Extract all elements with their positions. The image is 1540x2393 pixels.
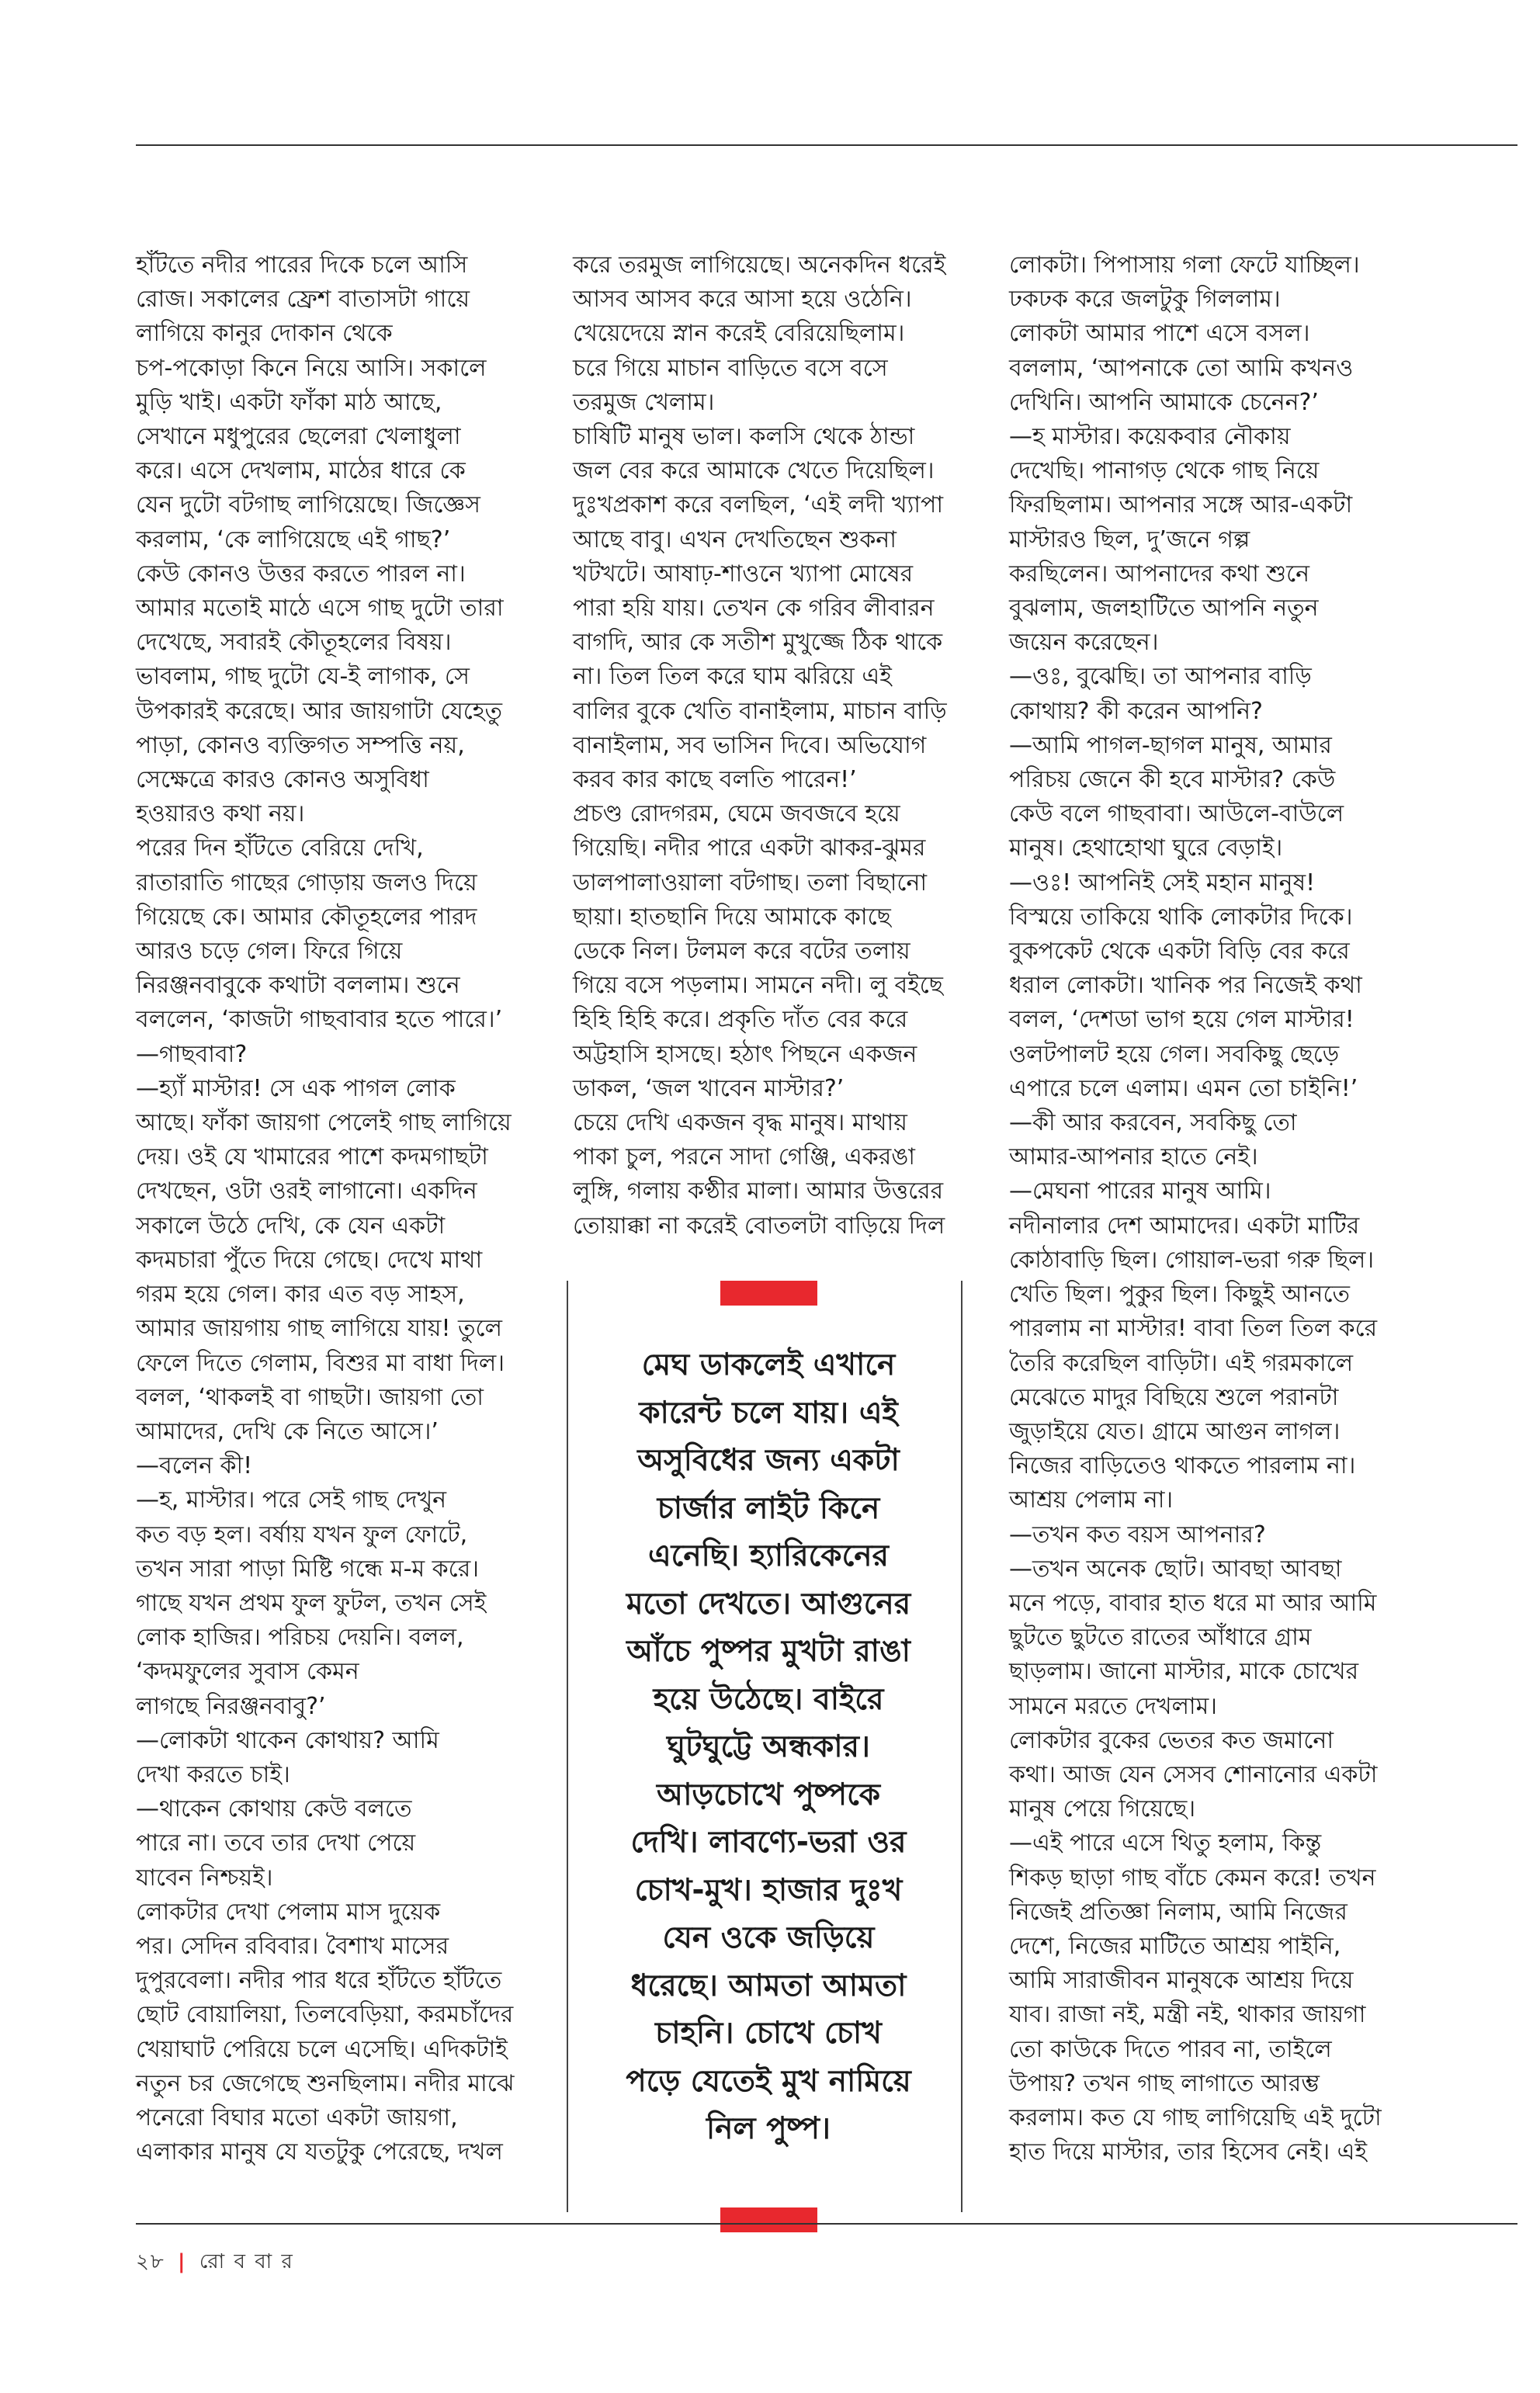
text-line: গরম হয়ে গেল। কার এত বড় সাহস, — [136, 1281, 465, 1309]
text-line: কথা। আজ যেন সেসব শোনানোর একটা — [1009, 1760, 1378, 1788]
text-line: চেয়ে দেখি একজন বৃদ্ধ মানুষ। মাথায় — [573, 1109, 907, 1137]
text-line: যেন দুটো বটগাছ লাগিয়েছে। জিজ্ঞেস — [136, 491, 480, 519]
pull-quote-line: পড়ে যেতেই মুখ নামিয়ে — [626, 2063, 911, 2099]
text-line: আমার-আপনার হাতে নেই। — [1009, 1143, 1258, 1171]
text-line: —হ মাস্টার। কয়েকবার নৌকায় — [1009, 423, 1291, 451]
text-line: খেয়াঘাট পেরিয়ে চলে এসেছি। এদিকটাই — [136, 2035, 508, 2063]
text-line: তোয়াক্কা না করেই বোতলটা বাড়িয়ে দিল — [573, 1212, 945, 1240]
text-line: —হ, মাস্টার। পরে সেই গাছ দেখুন — [136, 1486, 447, 1514]
text-line: মানুষ পেয়ে গিয়েছে। — [1009, 1795, 1196, 1823]
text-line: ঢকঢক করে জলটুকু গিললাম। — [1009, 286, 1281, 314]
pull-quote-bottom-bar — [720, 2207, 817, 2232]
pull-quote-line: ঘুটঘুট্টে অন্ধকার। — [667, 1729, 870, 1764]
pull-quote-line: যেন ওকে জড়িয়ে — [662, 1920, 875, 1955]
text-line: নদীনালার দেশ আমাদের। একটা মাটির — [1009, 1212, 1360, 1240]
text-line: রোজ। সকালের ফ্রেশ বাতাসটা গায়ে — [136, 286, 470, 314]
text-line: দুপুরবেলা। নদীর পার ধরে হাঁটতে হাঁটতে — [136, 1967, 502, 1995]
text-line: এলাকার মানুষ যে যতটুকু পেরেছে, দখল — [136, 2138, 503, 2166]
text-line: করে তরমুজ লাগিয়েছে। অনেকদিন ধরেই — [573, 251, 946, 279]
magazine-name: রো ব বা র — [199, 2250, 294, 2273]
text-line: করে। এসে দেখলাম, মাঠের ধারে কে — [136, 457, 466, 485]
text-line: পনেরো বিঘার মতো একটা জায়গা, — [136, 2103, 458, 2131]
bottom-rule — [136, 2223, 1517, 2225]
text-line: জয়েন করেছেন। — [1009, 629, 1159, 657]
text-line: পাকা চুল, পরনে সাদা গেঞ্জি, একরঙা — [573, 1143, 915, 1171]
text-line: পরের দিন হাঁটতে বেরিয়ে দেখি, — [136, 834, 424, 862]
text-line: করব কার কাছে বলতি পারেন!’ — [573, 766, 857, 794]
text-line: উপকারই করেছে। আর জায়গাটা যেহেতু — [136, 697, 503, 725]
column-divider-left — [567, 1281, 568, 2212]
text-line: —আমি পাগল-ছাগল মানুষ, আমার — [1009, 731, 1332, 759]
text-line: —ওঃ! আপনিই সেই মহান মানুষ! — [1009, 869, 1316, 897]
text-line: —তখন কত বয়স আপনার? — [1009, 1521, 1266, 1549]
pull-quote-line: হয়ে উঠেছে। বাইরে — [653, 1681, 884, 1717]
text-line: লাগিয়ে কানুর দোকান থেকে — [136, 320, 393, 348]
text-line: কত বড় হল। বর্ষায় যখন ফুল ফোটে, — [136, 1521, 468, 1549]
text-line: খেয়েদেয়ে স্নান করেই বেরিয়েছিলাম। — [573, 320, 905, 348]
top-rule — [136, 144, 1517, 146]
text-line: দেখেছি। পানাগড় থেকে গাছ নিয়ে — [1009, 457, 1320, 485]
pull-quote-top-bar — [720, 1281, 817, 1306]
text-line: ছায়া। হাতছানি দিয়ে আমাকে কাছে — [573, 903, 891, 931]
text-line: —ওঃ, বুঝেছি। তা আপনার বাড়ি — [1009, 663, 1312, 691]
pull-quote-line: আড়চোখে পুষ্পকে — [656, 1777, 881, 1812]
text-line: বললেন, ‘কাজটা গাছবাবার হতে পারে।’ — [136, 1006, 503, 1034]
text-line: আছে। ফাঁকা জায়গা পেলেই গাছ লাগিয়ে — [136, 1109, 512, 1137]
text-line: বললাম, ‘আপনাকে তো আমি কখনও — [1009, 354, 1354, 382]
text-line: —গাছবাবা? — [136, 1040, 248, 1068]
text-line: ধরাল লোকটা। খানিক পর নিজেই কথা — [1009, 972, 1362, 1000]
text-line: পারে না। তবে তার দেখা পেয়ে — [136, 1829, 416, 1857]
text-line: —হ্যাঁ মাস্টার! সে এক পাগল লোক — [136, 1074, 456, 1102]
text-line: ডালপালাওয়ালা বটগাছ। তলা বিছানো — [573, 869, 928, 897]
text-line: —মেঘনা পারের মানুষ আমি। — [1009, 1177, 1271, 1205]
text-line: নিরঞ্জনবাবুকে কথাটা বললাম। শুনে — [136, 972, 460, 1000]
text-line: —থাকেন কোথায় কেউ বলতে — [136, 1795, 412, 1823]
pull-quote-line: চার্জার লাইট কিনে — [657, 1490, 880, 1526]
text-line: কদমচারা পুঁতে দিয়ে গেছে। দেখে মাথা — [136, 1246, 483, 1274]
text-line: হিহি হিহি করে। প্রকৃতি দাঁত বের করে — [573, 1006, 908, 1034]
text-line: নিজেই প্রতিজ্ঞা নিলাম, আমি নিজের — [1009, 1898, 1348, 1926]
column-divider-right — [961, 1281, 962, 2212]
text-line: এপারে চলে এলাম। এমন তো চাইনি!’ — [1009, 1074, 1358, 1102]
text-line: জল বের করে আমাকে খেতে দিয়েছিল। — [573, 457, 935, 485]
text-line: বাগদি, আর কে সতীশ মুখুজ্জে ঠিক থাকে — [573, 629, 943, 657]
text-line: বানাইলাম, সব ভাসিন দিবে। অভিযোগ — [573, 731, 927, 759]
text-line: ফিরছিলাম। আপনার সঙ্গে আর-একটা — [1009, 491, 1353, 519]
text-line: ভাবলাম, গাছ দুটো যে-ই লাগাক, সে — [136, 663, 470, 691]
text-line: সকালে উঠে দেখি, কে যেন একটা — [136, 1212, 446, 1240]
text-line: ডাকল, ‘জল খাবেন মাস্টার?’ — [573, 1074, 845, 1102]
text-line: পারলাম না মাস্টার! বাবা তিল তিল করে — [1009, 1315, 1378, 1343]
text-line: কেউ কোনও উত্তর করতে পারল না। — [136, 560, 466, 588]
text-line: বিস্ময়ে তাকিয়ে থাকি লোকটার দিকে। — [1009, 903, 1353, 931]
text-line: পাড়া, কোনও ব্যক্তিগত সম্পত্তি নয়, — [136, 731, 465, 759]
pull-quote-line: চাহনি। চোখে চোখ — [655, 2016, 882, 2051]
page-number: ২৮ — [136, 2250, 165, 2273]
pull-quote-text — [578, 1341, 959, 2153]
text-line: —তখন অনেক ছোট। আবছা আবছা — [1009, 1555, 1342, 1583]
text-line: করছিলেন। আপনাদের কথা শুনে — [1009, 560, 1310, 588]
text-line: বলল, ‘দেশডা ভাগ হয়ে গেল মাস্টার! — [1009, 1006, 1354, 1034]
text-line: যাবেন নিশ্চয়ই। — [136, 1864, 273, 1892]
text-line: তরমুজ খেলাম। — [573, 388, 715, 416]
text-line: নতুন চর জেগেছে শুনছিলাম। নদীর মাঝে — [136, 2069, 515, 2097]
text-line: সেক্ষেত্রে কারও কোনও অসুবিধা — [136, 766, 429, 794]
text-line: তৈরি করেছিল বাড়িটা। এই গরমকালে — [1009, 1349, 1354, 1377]
pull-quote-line: ধরেছে। আমতা আমতা — [630, 1968, 907, 2003]
text-line: কোঠাবাড়ি ছিল। গোয়াল-ভরা গরু ছিল। — [1009, 1246, 1375, 1274]
text-line: দুঃখপ্রকাশ করে বলছিল, ‘এই লদী খ্যাপা — [573, 491, 944, 519]
pull-quote — [578, 1281, 959, 2232]
text-line: আসব আসব করে আসা হয়ে ওঠেনি। — [573, 286, 912, 314]
text-line: মেঝেতে মাদুর বিছিয়ে শুলে পরানটা — [1009, 1383, 1339, 1411]
text-line: দেখা করতে চাই। — [136, 1760, 290, 1788]
text-line: ছাড়লাম। জানো মাস্টার, মাকে চোখের — [1009, 1658, 1359, 1686]
text-line: খেতি ছিল। পুকুর ছিল। কিছুই আনতে — [1009, 1281, 1351, 1309]
text-line: —এই পারে এসে থিতু হলাম, কিন্তু — [1009, 1829, 1322, 1857]
text-line: চাষিটি মানুষ ভাল। কলসি থেকে ঠান্ডা — [573, 423, 915, 451]
text-line: উপায়? তখন গাছ লাগাতে আরম্ভ — [1009, 2069, 1320, 2097]
text-line: মাস্টারও ছিল, দু’জনে গল্প — [1009, 525, 1250, 553]
text-line: জুড়াইয়ে যেত। গ্রামে আগুন লাগল। — [1009, 1417, 1341, 1445]
text-line: মানুষ। হেথাহোথা ঘুরে বেড়াই। — [1009, 834, 1283, 862]
text-line: আমার জায়গায় গাছ লাগিয়ে যায়! তুলে — [136, 1315, 502, 1343]
pull-quote-line: দেখি। লাবণ্যে-ভরা ওর — [630, 1825, 907, 1860]
pull-quote-line: আঁচে পুষ্পর মুখটা রাঙা — [626, 1634, 910, 1669]
text-line: লুঙ্গি, গলায় কণ্ঠীর মালা। আমার উত্তরের — [573, 1177, 944, 1205]
text-line: লোক হাজির। পরিচয় দেয়নি। বলল, — [136, 1624, 464, 1652]
text-line: —লোকটা থাকেন কোথায়? আমি — [136, 1726, 439, 1754]
text-line: ফেলে দিতে গেলাম, বিশুর মা বাধা দিল। — [136, 1349, 505, 1377]
text-line: মনে পড়ে, বাবার হাত ধরে মা আর আমি — [1009, 1589, 1377, 1617]
text-column-3 — [1009, 248, 1475, 2169]
text-column-1 — [136, 248, 571, 2169]
text-line: কেউ বলে গাছবাবা। আউলে-বাউলে — [1009, 800, 1344, 828]
text-line: গিয়েছি। নদীর পারে একটা ঝাকর-ঝুমর — [573, 834, 926, 862]
text-line: দেখিনি। আপনি আমাকে চেনেন?’ — [1009, 388, 1319, 416]
text-line: বুকপকেট থেকে একটা বিড়ি বের করে — [1009, 938, 1350, 966]
text-line: আশ্রয় পেলাম না। — [1009, 1486, 1174, 1514]
text-line: লোকটা আমার পাশে এসে বসল। — [1009, 320, 1310, 348]
text-line: —কী আর করবেন, সবকিছু তো — [1009, 1109, 1297, 1137]
text-line: মুড়ি খাই। একটা ফাঁকা মাঠ আছে, — [136, 388, 442, 416]
text-line: দেখছেন, ওটা ওরই লাগানো। একদিন — [136, 1177, 477, 1205]
text-line: গিয়েছে কে। আমার কৌতূহলের পারদ — [136, 903, 477, 931]
text-line: তখন সারা পাড়া মিষ্টি গন্ধে ম-ম করে। — [136, 1555, 479, 1583]
pull-quote-line: কারেন্ট চলে যায়। এই — [639, 1395, 898, 1431]
pull-quote-line: চোখ-মুখ। হাজার দুঃখ — [634, 1872, 903, 1908]
text-line: হওয়ারও কথা নয়। — [136, 800, 305, 828]
text-line: দেখেছে, সবারই কৌতূহলের বিষয়। — [136, 629, 452, 657]
text-line: ছোট বোয়ালিয়া, তিলবেড়িয়া, করমচাঁদের — [136, 2001, 514, 2029]
text-line: দেয়। ওই যে খামারের পাশে কদমগাছটা — [136, 1143, 488, 1171]
text-line: হাত দিয়ে মাস্টার, তার হিসেব নেই। এই — [1009, 2138, 1368, 2166]
text-line: পারা হয়ি যায়। তেখন কে গরিব লীবারন — [573, 595, 935, 623]
footer-separator: | — [178, 2250, 187, 2273]
text-line: লোকটার বুকের ভেতর কত জমানো — [1009, 1726, 1334, 1754]
text-line: হাঁটতে নদীর পারের দিকে চলে আসি — [136, 251, 468, 279]
text-line: যাব। রাজা নই, মন্ত্রী নই, থাকার জায়গা — [1009, 2001, 1366, 2029]
text-line: করলাম। কত যে গাছ লাগিয়েছি এই দুটো — [1009, 2103, 1382, 2131]
text-line: পর। সেদিন রবিবার। বৈশাখ মাসের — [136, 1932, 449, 1960]
text-line: চরে গিয়ে মাচান বাড়িতে বসে বসে — [573, 354, 888, 382]
text-line: অট্টহাসি হাসছে। হঠাৎ পিছনে একজন — [573, 1040, 917, 1068]
text-line: শিকড় ছাড়া গাছ বাঁচে কেমন করে! তখন — [1009, 1864, 1376, 1892]
text-line: লোকটা। পিপাসায় গলা ফেটে যাচ্ছিল। — [1009, 251, 1360, 279]
text-line: সামনে মরতে দেখলাম। — [1009, 1692, 1218, 1720]
text-line: করলাম, ‘কে লাগিয়েছে এই গাছ?’ — [136, 525, 451, 553]
text-line: আমাদের, দেখি কে নিতে আসে।’ — [136, 1417, 439, 1445]
text-column-2 — [573, 248, 1008, 1243]
text-line: না। তিল তিল করে ঘাম ঝরিয়ে এই — [573, 663, 892, 691]
text-line: প্রচণ্ড রোদগরম, ঘেমে জবজবে হয়ে — [573, 800, 900, 828]
text-line: রাতারাতি গাছের গোড়ায় জলও দিয়ে — [136, 869, 477, 897]
text-line: বুঝলাম, জলহাটিতে আপনি নতুন — [1009, 595, 1319, 623]
text-line: ওলটপালট হয়ে গেল। সবকিছু ছেড়ে — [1009, 1040, 1340, 1068]
text-line: বালির বুকে খেতি বানাইলাম, মাচান বাড়ি — [573, 697, 947, 725]
text-line: বলল, ‘থাকলই বা গাছটা। জায়গা তো — [136, 1383, 484, 1411]
page-footer — [136, 2246, 294, 2280]
pull-quote-line: নিল পুষ্প। — [706, 2111, 831, 2146]
text-line: ডেকে নিল। টলমল করে বটের তলায় — [573, 938, 910, 966]
text-line: তো কাউকে দিতে পারব না, তাইলে — [1009, 2035, 1332, 2063]
text-line: ছুটতে ছুটতে রাতের আঁধারে গ্রাম — [1009, 1624, 1312, 1652]
pull-quote-line: অসুবিধের জন্য একটা — [637, 1443, 900, 1478]
text-line: আরও চড়ে গেল। ফিরে গিয়ে — [136, 938, 403, 966]
text-line: খটখটে। আষাঢ়-শাওনে খ্যাপা মোষের — [573, 560, 914, 588]
text-line: ‘কদমফুলের সুবাস কেমন — [136, 1658, 359, 1686]
text-line: নিজের বাড়িতেও থাকতে পারলাম না। — [1009, 1452, 1356, 1480]
text-line: চপ-পকোড়া কিনে নিয়ে আসি। সকালে — [136, 354, 487, 382]
text-line: আমার মতোই মাঠে এসে গাছ দুটো তারা — [136, 595, 504, 623]
text-line: গাছে যখন প্রথম ফুল ফুটল, তখন সেই — [136, 1589, 487, 1617]
text-line: আছে বাবু। এখন দেখতিছেন শুকনা — [573, 525, 897, 553]
pull-quote-line: এনেছি। হ্যারিকেনের — [647, 1538, 889, 1573]
pull-quote-line: মতো দেখতে। আগুনের — [626, 1586, 911, 1621]
text-line: দেশে, নিজের মাটিতে আশ্রয় পাইনি, — [1009, 1932, 1341, 1960]
pull-quote-line: মেঘ ডাকলেই এখানে — [641, 1347, 896, 1382]
text-line: সেখানে মধুপুরের ছেলেরা খেলাধুলা — [136, 423, 461, 451]
text-line: আমি সারাজীবন মানুষকে আশ্রয় দিয়ে — [1009, 1967, 1354, 1995]
text-line: লোকটার দেখা পেলাম মাস দুয়েক — [136, 1898, 441, 1926]
text-line: —বলেন কী! — [136, 1452, 253, 1480]
text-line: লাগছে নিরঞ্জনবাবু?’ — [136, 1692, 326, 1720]
text-line: গিয়ে বসে পড়লাম। সামনে নদী। লু বইছে — [573, 972, 943, 1000]
text-line: পরিচয় জেনে কী হবে মাস্টার? কেউ — [1009, 766, 1336, 794]
text-line: কোথায়? কী করেন আপনি? — [1009, 697, 1263, 725]
